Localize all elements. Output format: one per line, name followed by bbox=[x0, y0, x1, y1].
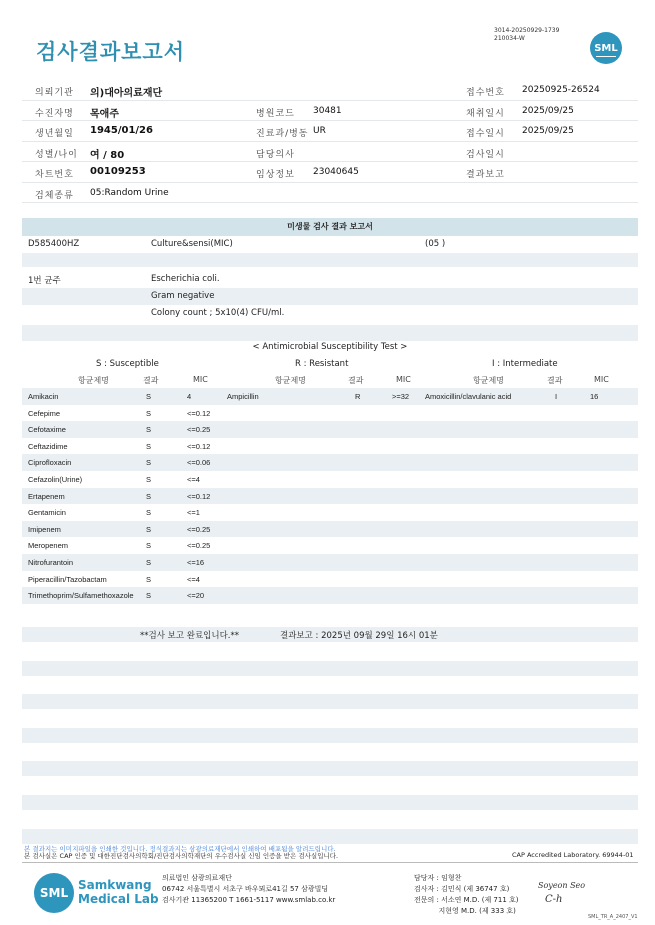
info-v3: 2025/09/25 bbox=[522, 126, 574, 136]
col-result-2: 결과 bbox=[348, 376, 364, 385]
col-result-1: 결과 bbox=[143, 376, 159, 385]
col-drug-3: 항균제명 bbox=[473, 376, 504, 385]
empty-bar bbox=[22, 694, 638, 709]
ast-row bbox=[22, 571, 638, 588]
test-extra: (05 ) bbox=[425, 239, 446, 249]
empty-bar bbox=[22, 829, 638, 844]
document-id-line2: 210034-W bbox=[494, 35, 525, 42]
info-l1: 생년월일 bbox=[35, 129, 74, 139]
ast-result: I bbox=[555, 392, 558, 401]
ast-drug: Ceftazidime bbox=[28, 441, 68, 451]
info-l1: 성별/나이 bbox=[35, 149, 78, 160]
ast-mic: <=0.25 bbox=[187, 541, 211, 551]
ast-result: S bbox=[146, 441, 152, 451]
brand-line1: Samkwang bbox=[78, 878, 152, 892]
test-row bbox=[22, 236, 638, 253]
info-l3: 결과보고 bbox=[466, 170, 505, 180]
empty-bar bbox=[22, 728, 638, 743]
col-mic-1: MIC bbox=[193, 375, 208, 384]
organism-name: Escherichia coli. bbox=[151, 274, 220, 284]
divider-bar bbox=[22, 253, 638, 267]
info-v1: 의)대아의료재단 bbox=[90, 88, 163, 99]
page-title: 검사결과보고서 bbox=[36, 40, 186, 64]
info-v3: 20250925-26524 bbox=[522, 85, 600, 95]
brand-line2: Medical Lab bbox=[78, 892, 159, 906]
info-row bbox=[22, 80, 638, 101]
info-l3: 채취일시 bbox=[466, 108, 505, 119]
ast-drug: Nitrofurantoin bbox=[28, 557, 74, 567]
ast-result: S bbox=[146, 591, 152, 601]
organism-row bbox=[22, 271, 638, 288]
ast-row bbox=[22, 521, 638, 538]
ast-drug: Cefotaxime bbox=[28, 425, 66, 435]
info-v2: 30481 bbox=[313, 105, 342, 116]
ast-result: S bbox=[146, 574, 152, 584]
ast-mic: <=0.25 bbox=[187, 425, 211, 435]
info-l2: 담당의사 bbox=[256, 149, 295, 160]
ast-title: < Antimicrobial Susceptibility Test > bbox=[252, 342, 408, 352]
ast-result: S bbox=[146, 508, 152, 518]
staff-specialist-2: 지현영 M.D. (제 333 호) bbox=[414, 907, 516, 915]
ast-drug: Imipenem bbox=[28, 524, 61, 534]
ast-drug: Ertapenem bbox=[28, 491, 65, 501]
ast-row bbox=[22, 471, 638, 488]
ast-mic: <=0.12 bbox=[187, 441, 211, 451]
ast-row bbox=[22, 388, 638, 405]
test-name: Culture&sensi(MIC) bbox=[151, 239, 233, 249]
ast-drug: Amoxicillin/clavulanic acid bbox=[425, 392, 512, 401]
notice-image-print: 본 결과지는 이미지파일을 인쇄한 것입니다. 정식결과지는 삼광의료재단에서 인쇄하여 배포됨을 알려드립니다. bbox=[24, 845, 336, 853]
gram-row bbox=[22, 288, 638, 305]
info-v2: UR bbox=[313, 126, 326, 136]
info-row bbox=[22, 142, 638, 163]
ast-result: S bbox=[146, 458, 152, 468]
divider-bar bbox=[22, 325, 638, 341]
notice-accreditation: 본 검사실은 CAP 인증 및 대한진단검사의학회/진단검사의학재단의 우수검사실 신임 인증을 받은 검사실입니다. bbox=[24, 852, 339, 860]
ast-drug: Gentamicin bbox=[28, 508, 66, 518]
info-v1: 05:Random Urine bbox=[90, 187, 169, 198]
ast-result: S bbox=[146, 541, 152, 551]
gram-stain: Gram negative bbox=[151, 291, 215, 301]
ast-drug: Cefepime bbox=[28, 408, 61, 418]
legend-susceptible: S : Susceptible bbox=[96, 359, 159, 369]
organism-label: 1번 균주 bbox=[28, 276, 61, 286]
ast-mic: <=20 bbox=[187, 591, 205, 601]
ast-mic: <=0.06 bbox=[187, 458, 211, 468]
sml-logo-bottom-icon: SML bbox=[34, 873, 74, 913]
ast-row bbox=[22, 554, 638, 571]
completion-section bbox=[22, 627, 638, 862]
ast-result: S bbox=[146, 392, 152, 401]
col-result-3: 결과 bbox=[547, 376, 563, 385]
ast-drug: Meropenem bbox=[28, 541, 69, 551]
ast-mic: <=4 bbox=[187, 574, 200, 584]
ast-mic: <=4 bbox=[187, 474, 200, 484]
test-code: D585400HZ bbox=[28, 239, 80, 249]
document-id bbox=[494, 27, 559, 43]
info-l2: 병원코드 bbox=[256, 108, 295, 119]
ast-row bbox=[22, 504, 638, 521]
info-l1: 차트번호 bbox=[35, 170, 74, 180]
info-l1: 의뢰기관 bbox=[35, 88, 74, 98]
info-l1: 수진자명 bbox=[35, 108, 74, 119]
ast-section bbox=[22, 342, 638, 604]
ast-result: R bbox=[355, 392, 361, 401]
info-l1: 검체종류 bbox=[35, 190, 74, 201]
info-v1: 1945/01/26 bbox=[90, 125, 153, 136]
ast-mic: >=32 bbox=[392, 392, 410, 401]
col-mic-2: MIC bbox=[396, 375, 411, 384]
ast-mic: <=16 bbox=[187, 557, 205, 567]
ast-result: S bbox=[146, 491, 152, 501]
ast-column-header bbox=[22, 372, 638, 388]
ast-result: S bbox=[146, 408, 152, 418]
info-v1: 여 / 80 bbox=[90, 149, 125, 161]
cap-accreditation: CAP Accredited Laboratory. 69944-01 bbox=[512, 851, 634, 859]
ast-result: S bbox=[146, 474, 152, 484]
completion-row bbox=[22, 627, 638, 642]
info-l3: 접수번호 bbox=[466, 88, 505, 98]
info-l2: 임상정보 bbox=[256, 170, 295, 180]
info-v1: 00109253 bbox=[90, 166, 146, 177]
colony-row bbox=[22, 305, 638, 322]
ast-row bbox=[22, 488, 638, 505]
staff-tester: 검사자 : 김민식 (제 36747 호) bbox=[414, 885, 510, 893]
contact-info: 검사기관 11365200 T 1661-5117 www.smlab.co.kr bbox=[162, 896, 336, 904]
ast-mic: 16 bbox=[590, 392, 599, 401]
ast-row bbox=[22, 421, 638, 438]
ast-legend bbox=[22, 357, 638, 372]
ast-drug: Amikacin bbox=[28, 392, 59, 401]
staff-manager: 담당자 : 임형찬 bbox=[414, 874, 462, 882]
staff-specialist-1: 전문의 : 서소연 M.D. (제 711 호) bbox=[414, 896, 519, 904]
empty-bar bbox=[22, 795, 638, 810]
ast-row bbox=[22, 587, 638, 604]
ast-drug: Trimethoprim/Sulfamethoxazole bbox=[28, 591, 134, 601]
empty-bar bbox=[22, 761, 638, 776]
document-id-line1: 3014-20250929-1739 bbox=[494, 27, 560, 34]
info-v1: 목애주 bbox=[90, 108, 119, 120]
info-v2: 23040645 bbox=[313, 167, 359, 177]
report-time: 결과보고 : 2025년 09월 29일 16시 01분 bbox=[280, 631, 438, 641]
signature-2: C-h bbox=[545, 894, 563, 905]
org-name: 의료법인 삼광의료재단 bbox=[162, 874, 232, 882]
col-drug-2: 항균제명 bbox=[275, 376, 306, 385]
ast-row bbox=[22, 454, 638, 471]
ast-mic: <=0.12 bbox=[187, 408, 211, 418]
ast-drug: Ampicillin bbox=[227, 392, 259, 401]
footer-divider bbox=[22, 862, 638, 863]
ast-row bbox=[22, 438, 638, 455]
col-mic-3: MIC bbox=[594, 375, 609, 384]
lab-address bbox=[162, 873, 335, 906]
ast-mic: 4 bbox=[187, 392, 192, 401]
sml-logo-icon: SML bbox=[590, 32, 622, 64]
legend-resistant: R : Resistant bbox=[295, 359, 349, 369]
ast-rows bbox=[22, 388, 638, 604]
empty-bar bbox=[22, 661, 638, 676]
patient-info-table bbox=[22, 80, 638, 203]
col-drug-1: 항균제명 bbox=[78, 376, 109, 385]
ast-drug: Cefazolin(Urine) bbox=[28, 474, 83, 484]
signature-1: Soyeon Seo bbox=[538, 881, 586, 890]
micro-section bbox=[22, 218, 638, 341]
brand-name bbox=[78, 878, 159, 906]
ast-result: S bbox=[146, 524, 152, 534]
legend-intermediate: I : Intermediate bbox=[492, 359, 558, 369]
completion-text: **검사 보고 완료입니다.** bbox=[140, 631, 240, 641]
info-row bbox=[22, 162, 638, 183]
micro-section-title: 미생물 검사 결과 보고서 bbox=[22, 218, 638, 236]
signers bbox=[414, 873, 519, 917]
info-v3: 2025/09/25 bbox=[522, 105, 574, 116]
info-row bbox=[22, 101, 638, 122]
ast-row bbox=[22, 405, 638, 422]
info-row bbox=[22, 183, 638, 204]
ast-result: S bbox=[146, 557, 152, 567]
ast-mic: <=1 bbox=[187, 508, 200, 518]
ast-drug: Piperacillin/Tazobactam bbox=[28, 574, 107, 584]
colony-count: Colony count ; 5x10(4) CFU/ml. bbox=[151, 308, 285, 318]
info-l2: 진료과/병동 bbox=[256, 129, 309, 139]
ast-mic: <=0.12 bbox=[187, 491, 211, 501]
form-code: SML_TR_A_2407_V1 bbox=[588, 914, 638, 920]
info-l3: 접수일시 bbox=[466, 129, 505, 139]
ast-row bbox=[22, 537, 638, 554]
info-l3: 검사일시 bbox=[466, 149, 505, 160]
ast-mic: <=0.25 bbox=[187, 524, 211, 534]
ast-drug: Ciprofloxacin bbox=[28, 458, 72, 468]
info-row bbox=[22, 121, 638, 142]
ast-result: S bbox=[146, 425, 152, 435]
street-address: 06742 서울특별시 서초구 바우뫼로41길 57 삼광빌딩 bbox=[162, 885, 329, 893]
